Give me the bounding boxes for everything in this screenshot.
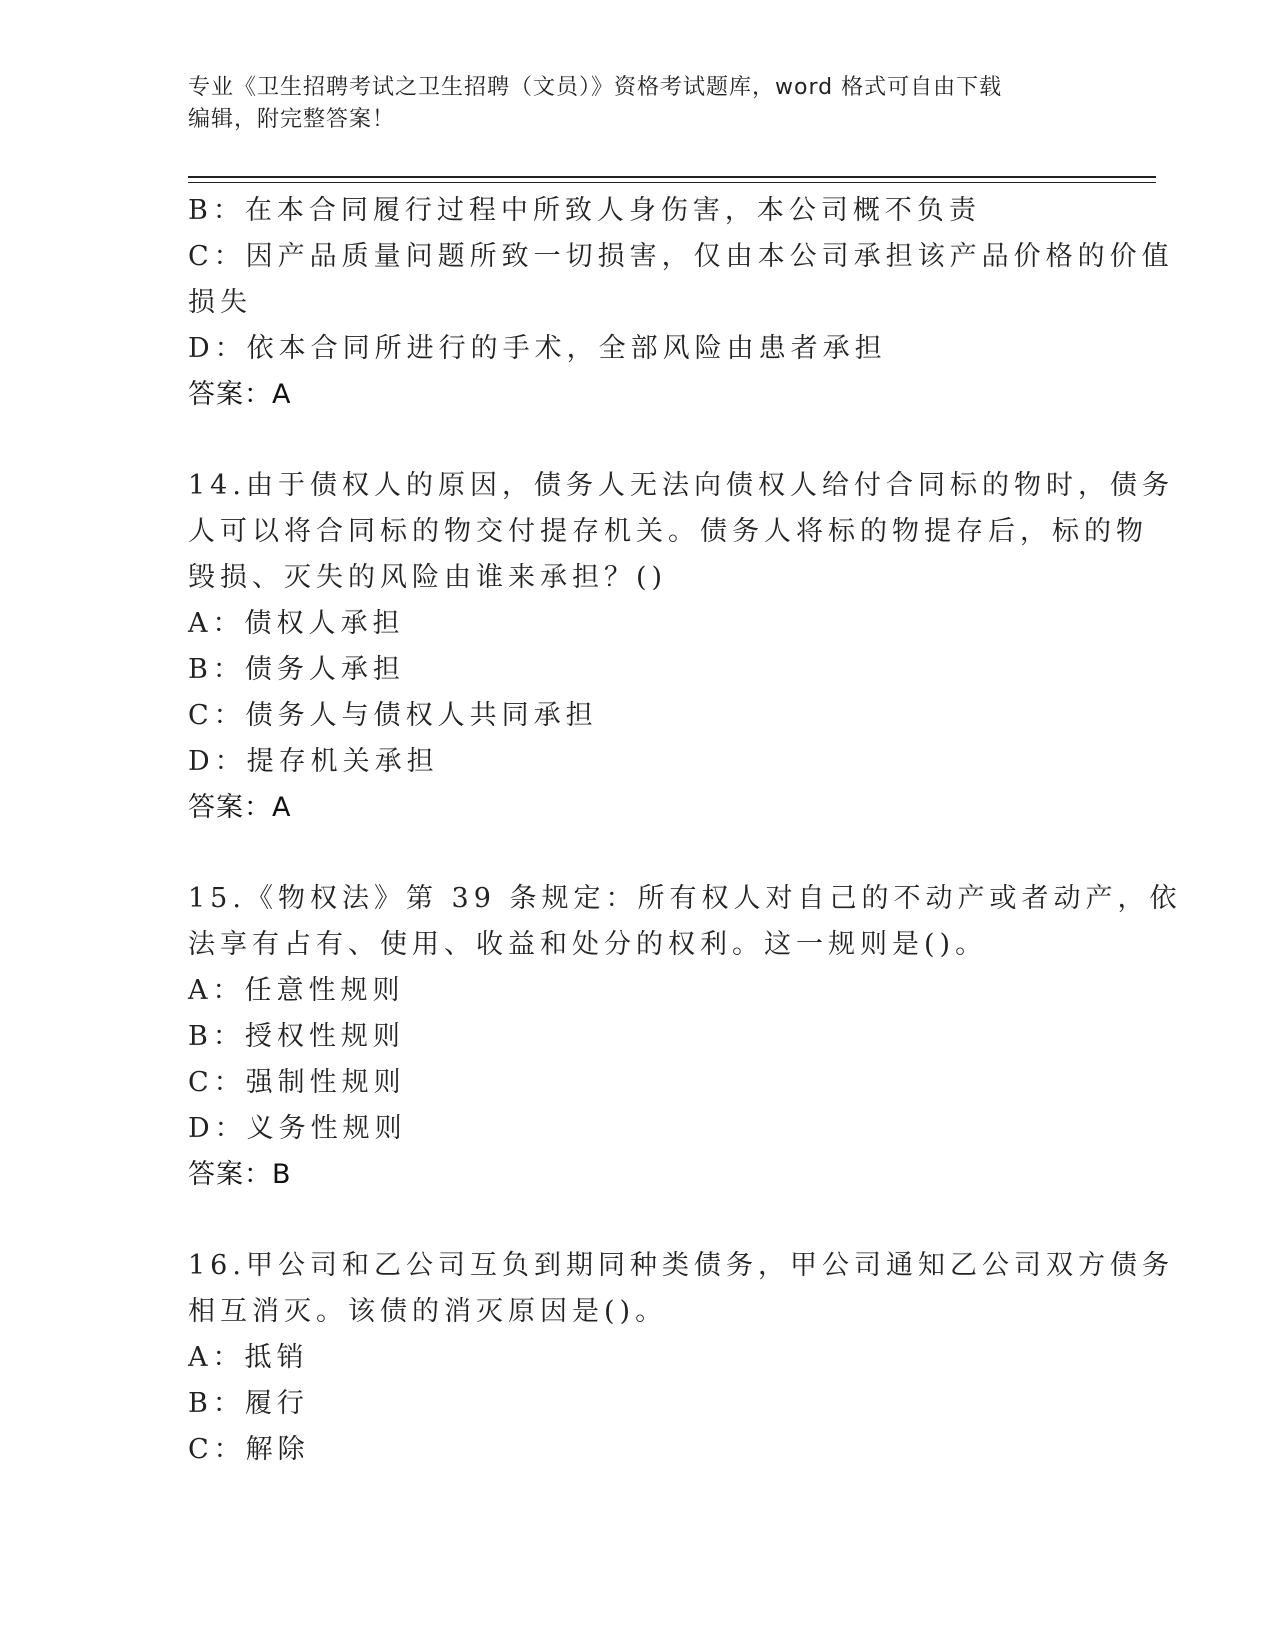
option-b: B：履行 — [188, 1388, 309, 1419]
question-stem-line: 人可以将合同标的物交付提存机关。债务人将标的物提存后，标的物 — [188, 516, 1148, 547]
page-header — [188, 72, 1088, 136]
option-c: C：解除 — [188, 1434, 310, 1465]
header-divider-thin — [188, 182, 1156, 183]
header-divider-thick — [188, 176, 1156, 178]
answer-line: 答案：B — [188, 1159, 292, 1190]
spacer — [188, 418, 1088, 463]
option-a: A：任意性规则 — [188, 975, 405, 1006]
previous-question-block — [188, 188, 1174, 418]
answer-line: 答案：A — [188, 792, 292, 823]
spacer — [188, 831, 1088, 876]
option-line: D：依本合同所进行的手术，全部风险由患者承担 — [188, 333, 887, 364]
question-content — [188, 188, 1182, 1473]
option-a: A：债权人承担 — [188, 608, 405, 639]
question-15 — [188, 876, 1182, 1198]
question-16 — [188, 1243, 1174, 1473]
option-a: A：抵销 — [188, 1342, 309, 1373]
option-line: C：因产品质量问题所致一切损害，仅由本公司承担该产品价格的价值 — [188, 241, 1174, 272]
question-stem-line: 15.《物权法》第 39 条规定：所有权人对自己的不动产或者动产，依 — [188, 883, 1182, 914]
question-14 — [188, 463, 1174, 831]
header-line-1: 专业《卫生招聘考试之卫生招聘（文员）》资格考试题库，word 格式可自由下载 — [188, 75, 1003, 100]
question-stem-line: 14.由于债权人的原因，债务人无法向债权人给付合同标的物时，债务 — [188, 470, 1174, 501]
option-b: B：债务人承担 — [188, 654, 405, 685]
option-c: C：强制性规则 — [188, 1067, 406, 1098]
question-stem-line: 相互消灭。该债的消灭原因是()。 — [188, 1296, 668, 1327]
option-c: C：债务人与债权人共同承担 — [188, 700, 598, 731]
spacer — [188, 1198, 1088, 1243]
header-line-2: 编辑，附完整答案！ — [188, 107, 396, 132]
question-stem-line: 法享有占有、使用、收益和处分的权利。这一规则是()。 — [188, 929, 988, 960]
option-b: B：授权性规则 — [188, 1021, 405, 1052]
question-stem-line: 16.甲公司和乙公司互负到期同种类债务，甲公司通知乙公司双方债务 — [188, 1250, 1174, 1281]
option-line: B：在本合同履行过程中所致人身伤害，本公司概不负责 — [188, 195, 981, 226]
answer-line: 答案：A — [188, 379, 292, 410]
option-line-continued: 损失 — [188, 287, 252, 318]
question-stem-line: 毁损、灭失的风险由谁来承担？() — [188, 562, 668, 593]
option-d: D：义务性规则 — [188, 1113, 407, 1144]
option-d: D：提存机关承担 — [188, 746, 439, 777]
